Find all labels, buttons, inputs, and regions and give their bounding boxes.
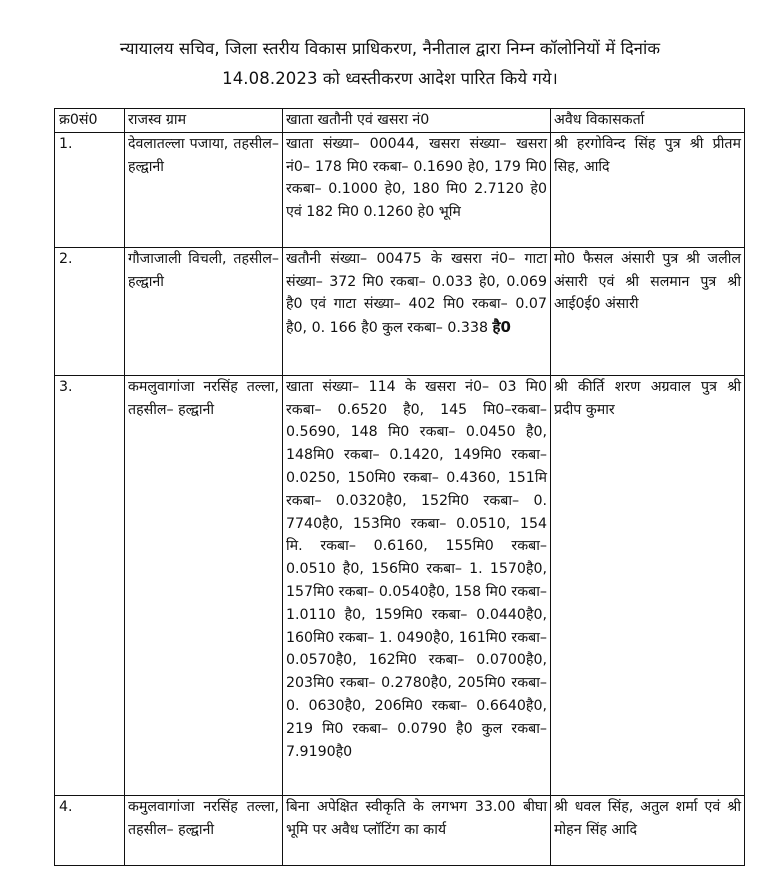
header-revenue-village: राजस्व ग्राम bbox=[125, 109, 283, 133]
table-row bbox=[55, 132, 745, 247]
illegal-developer-cell: श्री कीर्ति शरण अग्रवाल पुत्र श्री प्रदीप कुमार bbox=[551, 375, 745, 795]
demolition-orders-table bbox=[54, 108, 745, 866]
document-heading bbox=[30, 34, 750, 94]
revenue-village-cell: देवलातल्ला पजाया, तहसील– हल्द्वानी bbox=[125, 132, 283, 247]
serial-number-cell: 1. bbox=[55, 132, 125, 247]
khata-khasra-cell: बिना अपेक्षित स्वीकृति के लगभग 33.00 बीघा भूमि पर अवैध प्लॉटिंग का कार्य bbox=[283, 795, 551, 865]
table-row bbox=[55, 795, 745, 865]
heading-line-1: न्यायालय सचिव, जिला स्तरीय विकास प्राधिकरण, नैनीताल द्वारा निम्न कॉलोनियों में दिनांक bbox=[119, 39, 661, 58]
heading-line-2: 14.08.2023 को ध्वस्तीकरण आदेश पारित किये गये। bbox=[222, 69, 558, 88]
header-illegal-developer: अवैध विकासकर्ता bbox=[551, 109, 745, 133]
illegal-developer-cell: मो0 फैसल अंसारी पुत्र श्री जलील अंसारी एवं श्री सलमान पुत्र श्री आई0ई0 अंसारी bbox=[551, 247, 745, 375]
khata-khasra-cell bbox=[283, 247, 551, 375]
khata-text: खतौनी संख्या– 00475 के खसरा नं0– गाटा संख्या– 372 मि0 रकबा– 0.033 हे0, 0.069 है0 एवं गाटा संख्या– 402 मि0 रकबा– 0.07 है0, 0. 166 है0 कुल रकबा– 0.338 bbox=[286, 250, 547, 337]
illegal-developer-cell: श्री धवल सिंह, अतुल शर्मा एवं श्री मोहन सिंह आदि bbox=[551, 795, 745, 865]
revenue-village-cell: गौजाजाली विचली, तहसील– हल्द्वानी bbox=[125, 247, 283, 375]
khata-unit-bold: है0 bbox=[492, 318, 511, 337]
table-header-row bbox=[55, 109, 745, 133]
header-serial-number: क्र0सं0 bbox=[55, 109, 125, 133]
illegal-developer-cell: श्री हरगोविन्द सिंह पुत्र श्री प्रीतम सिह, आदि bbox=[551, 132, 745, 247]
serial-number-cell: 3. bbox=[55, 375, 125, 795]
serial-number-cell: 4. bbox=[55, 795, 125, 865]
serial-number-cell: 2. bbox=[55, 247, 125, 375]
table-row bbox=[55, 375, 745, 795]
header-khata-khasra: खाता खतौनी एवं खसरा नं0 bbox=[283, 109, 551, 133]
revenue-village-cell: कमलुवागांजा नरसिंह तल्ला, तहसील– हल्द्वानी bbox=[125, 375, 283, 795]
khata-khasra-cell: खाता संख्या– 00044, खसरा संख्या– खसरा नं0– 178 मि0 रकबा– 0.1690 हे0, 179 मि0 रकबा– 0.1000 हे0, 180 मि0 2.7120 हे0 एवं 182 मि0 0.1260 हे0 भूमि bbox=[283, 132, 551, 247]
revenue-village-cell: कमुलवागांजा नरसिंह तल्ला, तहसील– हल्द्वानी bbox=[125, 795, 283, 865]
table-row bbox=[55, 247, 745, 375]
khata-khasra-cell: खाता संख्या– 114 के खसरा नं0– 03 मि0 रकबा– 0.6520 है0, 145 मि0–रकबा– 0.5690, 148 मि0 रकबा– 0.0450 है0, 148मि0 रकबा– 0.1420, 149मि0 रकबा– 0.0250, 150मि0 रकबा– 0.4360, 151मि रकबा– 0.0320है0, 152मि0 रकबा– 0. 7740है0, 153मि0 रकबा– 0.0510, 154 मि. रकबा– 0.6160, 155मि0 रकबा– 0.0510 है0, 156मि0 रकबा– 1. 1570है0, 157मि0 रकबा– 0.0540है0, 158 मि0 रकबा– 1.0110 है0, 159मि0 रकबा– 0.0440है0, 160मि0 रकबा– 1. 0490है0, 161मि0 रकबा– 0.0570है0, 162मि0 रकबा– 0.0700है0, 203मि0 रकबा– 0.2780है0, 205मि0 रकबा– 0. 0630है0, 206मि0 रकबा– 0.6640है0, 219 मि0 रकबा– 0.0790 है0 कुल रकबा– 7.9190है0 bbox=[283, 375, 551, 795]
